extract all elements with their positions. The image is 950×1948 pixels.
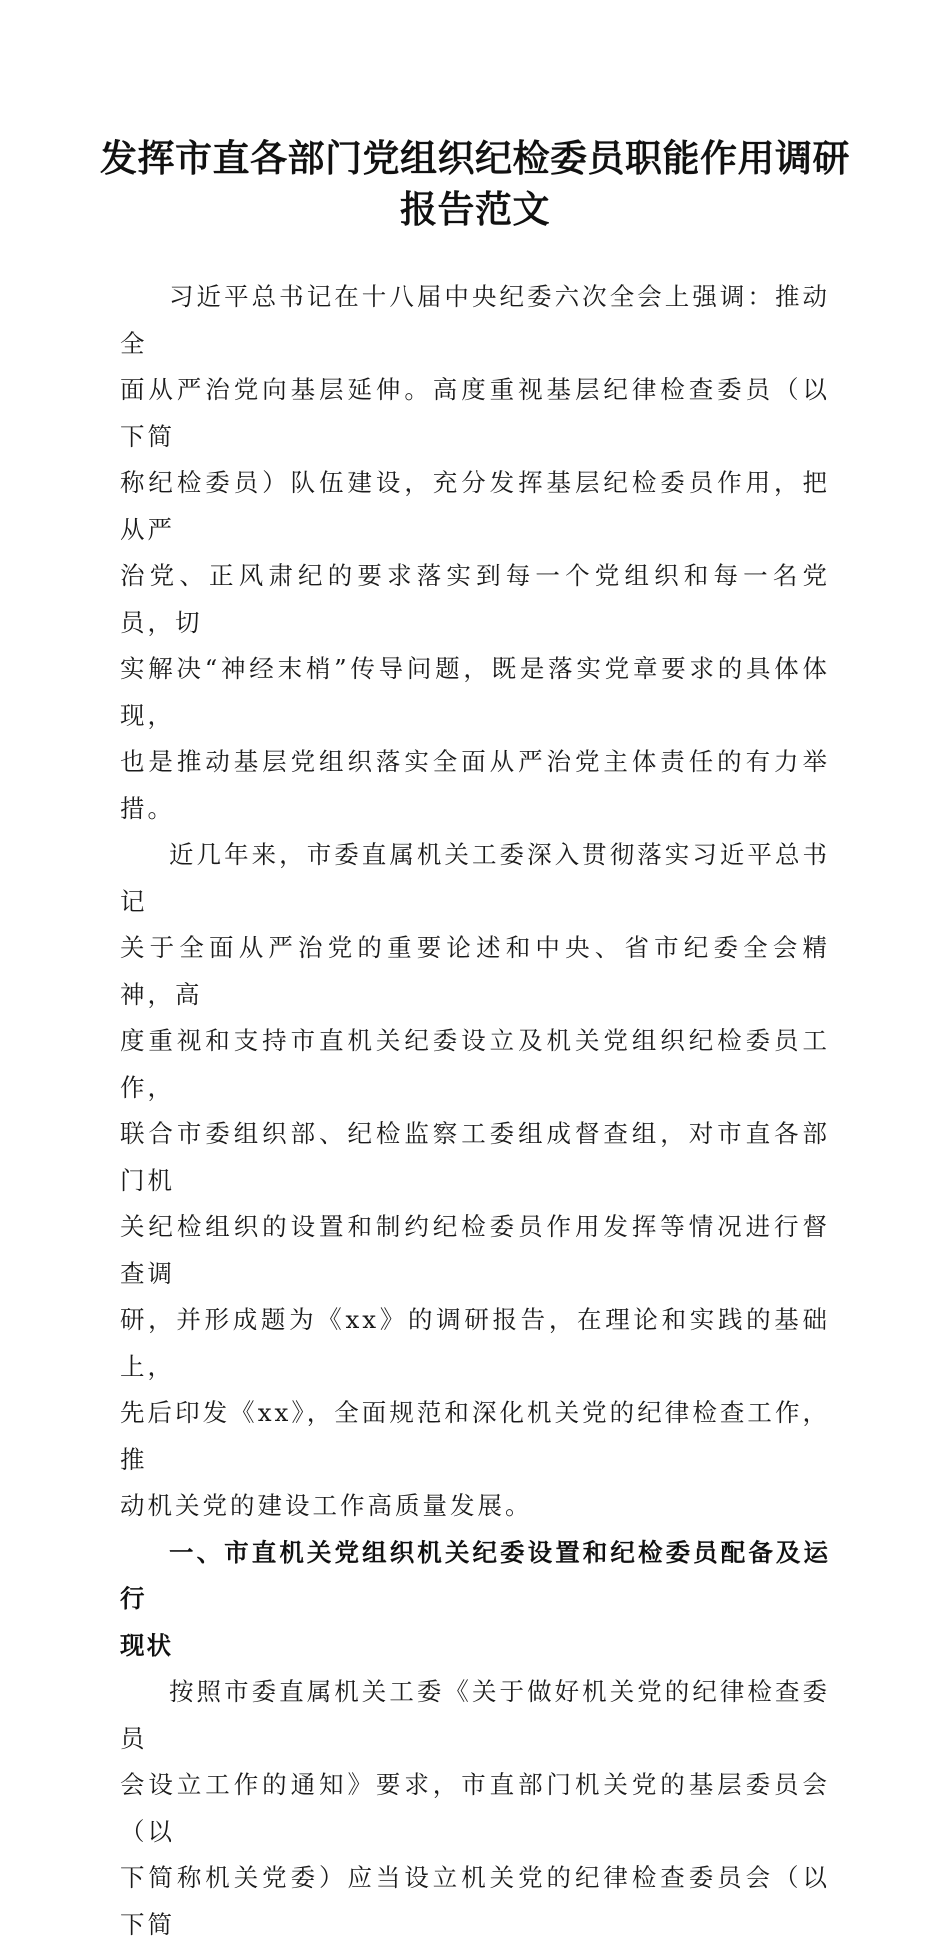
paragraph-section-1: 按照市委直属机关工委《关于做好机关党的纪律检查委员 会设立工作的通知》要求，市直部门机关党的基层委员会（以 下简称机关党委）应当设立机关党的纪律检查委员会（以下简 [120, 1677, 830, 1939]
section-heading-1: 一、市直机关党组织机关纪委设置和纪检委员配备及运行 现状 [120, 1537, 830, 1660]
paragraph-background: 近几年来，市委直属机关工委深入贯彻落实习近平总书记 关于全面从严治党的重要论述和中央、省市纪委全会精神，高 度重视和支持市直机关纪委设立及机关党组织纪检委员工作， 联合市委组织部、纪检监察工委组成督查组，对市直各部门机 关纪检组织的设置和制约纪检委员作用发挥等情况进行督查调 研，并形成题为《xx》的调研报告，在理论和实践的基础上， 先后印发《xx》，全面规范和深化机关党的纪律检查工作，推 动机关党的建设工作高质量发展。 [120, 840, 830, 1520]
document-title: 发挥市直各部门党组织纪检委员职能作用调研 报告范文 [100, 136, 850, 231]
paragraph-intro: 习近平总书记在十八届中央纪委六次全会上强调：推动全 面从严治党向基层延伸。高度重视基层纪律检查委员（以下简 称纪检委员）队伍建设，充分发挥基层纪检委员作用，把从严 治党、正风肃纪的要求落实到每一个党组织和每一名党员，切 实解决“神经末梢”传导问题，既是落实党章要求的具体体现， 也是推动基层党组织落实全面从严治党主体责任的有力举措。 [120, 282, 830, 823]
document-body [120, 274, 830, 1948]
